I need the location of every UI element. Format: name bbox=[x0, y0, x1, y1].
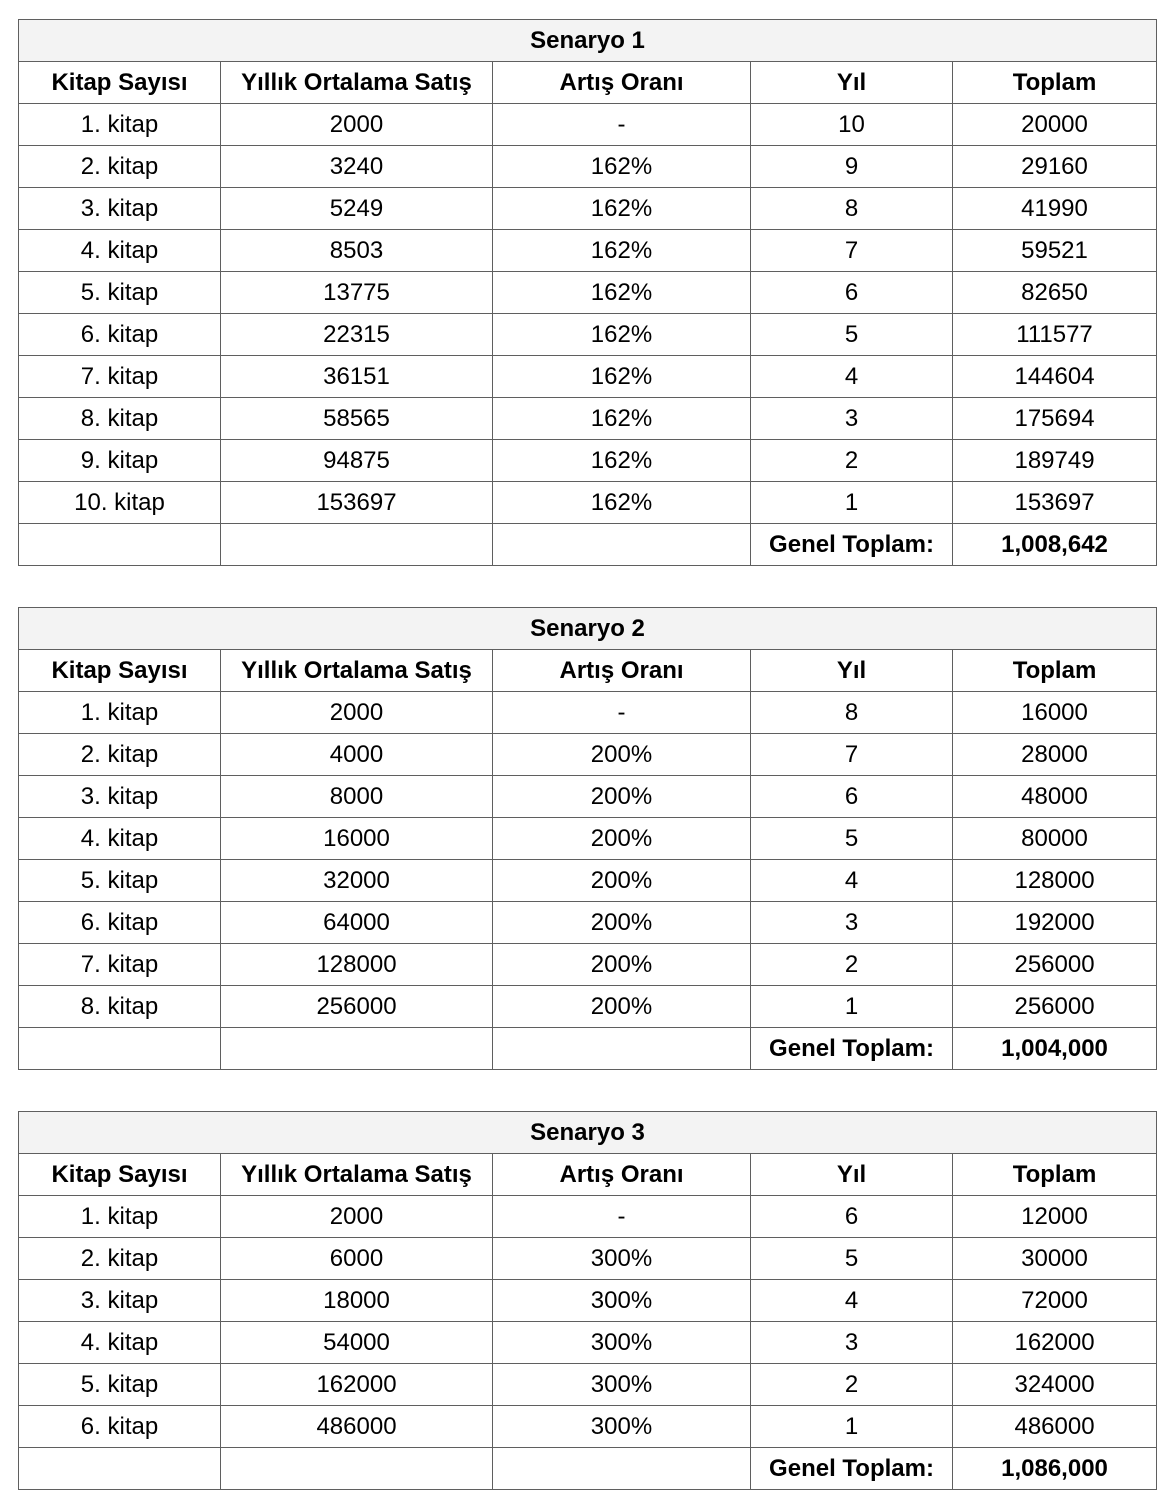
cell-kitap-sayisi: 7. kitap bbox=[19, 356, 221, 398]
cell-kitap-sayisi: 5. kitap bbox=[19, 272, 221, 314]
cell-artis-orani: 200% bbox=[493, 944, 751, 986]
cell-artis-orani: 200% bbox=[493, 818, 751, 860]
cell-kitap-sayisi: 4. kitap bbox=[19, 230, 221, 272]
column-header-yil: Yıl bbox=[751, 1154, 953, 1196]
cell-toplam: 153697 bbox=[953, 482, 1157, 524]
grand-total-row bbox=[19, 1448, 1157, 1490]
cell-kitap-sayisi: 3. kitap bbox=[19, 1280, 221, 1322]
cell-kitap-sayisi: 1. kitap bbox=[19, 1196, 221, 1238]
grand-total-row bbox=[19, 1028, 1157, 1070]
cell-yil: 6 bbox=[751, 776, 953, 818]
cell-kitap-sayisi: 5. kitap bbox=[19, 860, 221, 902]
cell-yil: 2 bbox=[751, 440, 953, 482]
table-row bbox=[19, 482, 1157, 524]
table-row bbox=[19, 776, 1157, 818]
cell-yil: 1 bbox=[751, 986, 953, 1028]
cell-yillik-ortalama-satis: 8000 bbox=[221, 776, 493, 818]
cell-kitap-sayisi: 4. kitap bbox=[19, 1322, 221, 1364]
cell-artis-orani: 162% bbox=[493, 356, 751, 398]
cell-artis-orani: 200% bbox=[493, 734, 751, 776]
cell-artis-orani: - bbox=[493, 104, 751, 146]
header-row bbox=[19, 62, 1157, 104]
table-row bbox=[19, 902, 1157, 944]
empty-cell bbox=[493, 1028, 751, 1070]
cell-kitap-sayisi: 1. kitap bbox=[19, 104, 221, 146]
column-header-kitap-sayisi: Kitap Sayısı bbox=[19, 650, 221, 692]
cell-artis-orani: 300% bbox=[493, 1322, 751, 1364]
cell-kitap-sayisi: 1. kitap bbox=[19, 692, 221, 734]
cell-toplam: 128000 bbox=[953, 860, 1157, 902]
column-header-yillik-ortalama-satis: Yıllık Ortalama Satış bbox=[221, 1154, 493, 1196]
cell-toplam: 111577 bbox=[953, 314, 1157, 356]
cell-yillik-ortalama-satis: 6000 bbox=[221, 1238, 493, 1280]
table-row bbox=[19, 398, 1157, 440]
scenario-table bbox=[18, 19, 1157, 566]
table-row bbox=[19, 1280, 1157, 1322]
cell-toplam: 256000 bbox=[953, 944, 1157, 986]
table-row bbox=[19, 1196, 1157, 1238]
cell-toplam: 30000 bbox=[953, 1238, 1157, 1280]
column-header-toplam: Toplam bbox=[953, 650, 1157, 692]
column-header-yil: Yıl bbox=[751, 650, 953, 692]
cell-toplam: 28000 bbox=[953, 734, 1157, 776]
cell-yillik-ortalama-satis: 486000 bbox=[221, 1406, 493, 1448]
cell-kitap-sayisi: 5. kitap bbox=[19, 1364, 221, 1406]
table-body bbox=[19, 692, 1157, 1028]
cell-yil: 6 bbox=[751, 1196, 953, 1238]
column-header-kitap-sayisi: Kitap Sayısı bbox=[19, 1154, 221, 1196]
cell-yil: 2 bbox=[751, 944, 953, 986]
table-row bbox=[19, 1406, 1157, 1448]
cell-yil: 10 bbox=[751, 104, 953, 146]
cell-artis-orani: - bbox=[493, 1196, 751, 1238]
empty-cell bbox=[19, 1448, 221, 1490]
table-row bbox=[19, 944, 1157, 986]
table-row bbox=[19, 188, 1157, 230]
cell-toplam: 144604 bbox=[953, 356, 1157, 398]
cell-yillik-ortalama-satis: 32000 bbox=[221, 860, 493, 902]
grand-total-value: 1,004,000 bbox=[953, 1028, 1157, 1070]
cell-artis-orani: 300% bbox=[493, 1280, 751, 1322]
cell-toplam: 189749 bbox=[953, 440, 1157, 482]
scenario-title: Senaryo 3 bbox=[19, 1112, 1157, 1154]
column-header-artis-orani: Artış Oranı bbox=[493, 62, 751, 104]
cell-yil: 4 bbox=[751, 1280, 953, 1322]
cell-artis-orani: 162% bbox=[493, 398, 751, 440]
table-row bbox=[19, 818, 1157, 860]
cell-artis-orani: 162% bbox=[493, 188, 751, 230]
cell-yil: 1 bbox=[751, 1406, 953, 1448]
table-row bbox=[19, 734, 1157, 776]
scenario-2-table bbox=[18, 607, 1156, 1070]
cell-yillik-ortalama-satis: 162000 bbox=[221, 1364, 493, 1406]
cell-toplam: 72000 bbox=[953, 1280, 1157, 1322]
cell-artis-orani: 300% bbox=[493, 1406, 751, 1448]
cell-yillik-ortalama-satis: 54000 bbox=[221, 1322, 493, 1364]
cell-yil: 8 bbox=[751, 692, 953, 734]
cell-artis-orani: 200% bbox=[493, 860, 751, 902]
cell-yil: 3 bbox=[751, 1322, 953, 1364]
cell-yil: 3 bbox=[751, 902, 953, 944]
cell-kitap-sayisi: 3. kitap bbox=[19, 776, 221, 818]
cell-yillik-ortalama-satis: 256000 bbox=[221, 986, 493, 1028]
cell-yillik-ortalama-satis: 4000 bbox=[221, 734, 493, 776]
column-header-toplam: Toplam bbox=[953, 1154, 1157, 1196]
cell-kitap-sayisi: 8. kitap bbox=[19, 398, 221, 440]
cell-yillik-ortalama-satis: 18000 bbox=[221, 1280, 493, 1322]
cell-yillik-ortalama-satis: 2000 bbox=[221, 104, 493, 146]
cell-kitap-sayisi: 2. kitap bbox=[19, 1238, 221, 1280]
cell-yil: 8 bbox=[751, 188, 953, 230]
empty-cell bbox=[19, 1028, 221, 1070]
cell-yil: 4 bbox=[751, 356, 953, 398]
cell-yillik-ortalama-satis: 153697 bbox=[221, 482, 493, 524]
grand-total-row bbox=[19, 524, 1157, 566]
empty-cell bbox=[221, 1448, 493, 1490]
column-header-yil: Yıl bbox=[751, 62, 953, 104]
cell-artis-orani: 162% bbox=[493, 230, 751, 272]
cell-yillik-ortalama-satis: 5249 bbox=[221, 188, 493, 230]
cell-yillik-ortalama-satis: 16000 bbox=[221, 818, 493, 860]
cell-kitap-sayisi: 8. kitap bbox=[19, 986, 221, 1028]
cell-artis-orani: 300% bbox=[493, 1364, 751, 1406]
cell-kitap-sayisi: 10. kitap bbox=[19, 482, 221, 524]
cell-artis-orani: 162% bbox=[493, 314, 751, 356]
table-row bbox=[19, 1238, 1157, 1280]
table-body bbox=[19, 104, 1157, 524]
cell-yillik-ortalama-satis: 13775 bbox=[221, 272, 493, 314]
table-body bbox=[19, 1196, 1157, 1448]
table-row bbox=[19, 272, 1157, 314]
header-row bbox=[19, 1154, 1157, 1196]
scenario-1-table bbox=[18, 19, 1156, 566]
cell-toplam: 324000 bbox=[953, 1364, 1157, 1406]
cell-artis-orani: 162% bbox=[493, 272, 751, 314]
title-row bbox=[19, 1112, 1157, 1154]
cell-yil: 7 bbox=[751, 230, 953, 272]
scenario-table bbox=[18, 1111, 1157, 1490]
cell-yil: 5 bbox=[751, 818, 953, 860]
cell-yillik-ortalama-satis: 8503 bbox=[221, 230, 493, 272]
scenario-title: Senaryo 1 bbox=[19, 20, 1157, 62]
cell-toplam: 256000 bbox=[953, 986, 1157, 1028]
cell-toplam: 59521 bbox=[953, 230, 1157, 272]
table-row bbox=[19, 314, 1157, 356]
table-row bbox=[19, 860, 1157, 902]
table-row bbox=[19, 356, 1157, 398]
cell-yil: 5 bbox=[751, 314, 953, 356]
cell-artis-orani: 200% bbox=[493, 776, 751, 818]
cell-toplam: 41990 bbox=[953, 188, 1157, 230]
cell-toplam: 486000 bbox=[953, 1406, 1157, 1448]
cell-artis-orani: 300% bbox=[493, 1238, 751, 1280]
cell-yillik-ortalama-satis: 2000 bbox=[221, 692, 493, 734]
cell-toplam: 175694 bbox=[953, 398, 1157, 440]
cell-yil: 7 bbox=[751, 734, 953, 776]
header-row bbox=[19, 650, 1157, 692]
title-row bbox=[19, 20, 1157, 62]
cell-yillik-ortalama-satis: 2000 bbox=[221, 1196, 493, 1238]
scenario-title: Senaryo 2 bbox=[19, 608, 1157, 650]
cell-toplam: 162000 bbox=[953, 1322, 1157, 1364]
empty-cell bbox=[221, 524, 493, 566]
cell-toplam: 29160 bbox=[953, 146, 1157, 188]
cell-artis-orani: 162% bbox=[493, 146, 751, 188]
table-row bbox=[19, 104, 1157, 146]
cell-artis-orani: 162% bbox=[493, 440, 751, 482]
cell-artis-orani: 162% bbox=[493, 482, 751, 524]
cell-artis-orani: - bbox=[493, 692, 751, 734]
column-header-kitap-sayisi: Kitap Sayısı bbox=[19, 62, 221, 104]
cell-yillik-ortalama-satis: 3240 bbox=[221, 146, 493, 188]
scenario-table bbox=[18, 607, 1157, 1070]
cell-kitap-sayisi: 2. kitap bbox=[19, 734, 221, 776]
table-row bbox=[19, 1322, 1157, 1364]
cell-toplam: 20000 bbox=[953, 104, 1157, 146]
scenario-3-table bbox=[18, 1111, 1156, 1490]
column-header-yillik-ortalama-satis: Yıllık Ortalama Satış bbox=[221, 62, 493, 104]
grand-total-value: 1,086,000 bbox=[953, 1448, 1157, 1490]
cell-yil: 3 bbox=[751, 398, 953, 440]
table-row bbox=[19, 230, 1157, 272]
table-row bbox=[19, 1364, 1157, 1406]
table-row bbox=[19, 986, 1157, 1028]
title-row bbox=[19, 608, 1157, 650]
cell-kitap-sayisi: 7. kitap bbox=[19, 944, 221, 986]
table-row bbox=[19, 440, 1157, 482]
grand-total-label: Genel Toplam: bbox=[751, 1028, 953, 1070]
cell-yil: 4 bbox=[751, 860, 953, 902]
cell-toplam: 82650 bbox=[953, 272, 1157, 314]
cell-yil: 9 bbox=[751, 146, 953, 188]
cell-kitap-sayisi: 6. kitap bbox=[19, 902, 221, 944]
cell-toplam: 80000 bbox=[953, 818, 1157, 860]
cell-kitap-sayisi: 6. kitap bbox=[19, 314, 221, 356]
cell-toplam: 12000 bbox=[953, 1196, 1157, 1238]
grand-total-label: Genel Toplam: bbox=[751, 1448, 953, 1490]
grand-total-label: Genel Toplam: bbox=[751, 524, 953, 566]
cell-yillik-ortalama-satis: 36151 bbox=[221, 356, 493, 398]
cell-toplam: 48000 bbox=[953, 776, 1157, 818]
table-row bbox=[19, 692, 1157, 734]
column-header-artis-orani: Artış Oranı bbox=[493, 1154, 751, 1196]
cell-artis-orani: 200% bbox=[493, 986, 751, 1028]
column-header-yillik-ortalama-satis: Yıllık Ortalama Satış bbox=[221, 650, 493, 692]
cell-yil: 5 bbox=[751, 1238, 953, 1280]
cell-kitap-sayisi: 6. kitap bbox=[19, 1406, 221, 1448]
empty-cell bbox=[493, 524, 751, 566]
cell-yillik-ortalama-satis: 94875 bbox=[221, 440, 493, 482]
cell-yillik-ortalama-satis: 58565 bbox=[221, 398, 493, 440]
empty-cell bbox=[221, 1028, 493, 1070]
grand-total-value: 1,008,642 bbox=[953, 524, 1157, 566]
cell-artis-orani: 200% bbox=[493, 902, 751, 944]
cell-yillik-ortalama-satis: 22315 bbox=[221, 314, 493, 356]
cell-toplam: 192000 bbox=[953, 902, 1157, 944]
cell-toplam: 16000 bbox=[953, 692, 1157, 734]
empty-cell bbox=[493, 1448, 751, 1490]
cell-kitap-sayisi: 9. kitap bbox=[19, 440, 221, 482]
empty-cell bbox=[19, 524, 221, 566]
cell-yillik-ortalama-satis: 128000 bbox=[221, 944, 493, 986]
cell-yillik-ortalama-satis: 64000 bbox=[221, 902, 493, 944]
cell-kitap-sayisi: 3. kitap bbox=[19, 188, 221, 230]
cell-yil: 2 bbox=[751, 1364, 953, 1406]
cell-kitap-sayisi: 4. kitap bbox=[19, 818, 221, 860]
cell-yil: 1 bbox=[751, 482, 953, 524]
column-header-toplam: Toplam bbox=[953, 62, 1157, 104]
cell-kitap-sayisi: 2. kitap bbox=[19, 146, 221, 188]
column-header-artis-orani: Artış Oranı bbox=[493, 650, 751, 692]
table-row bbox=[19, 146, 1157, 188]
cell-yil: 6 bbox=[751, 272, 953, 314]
